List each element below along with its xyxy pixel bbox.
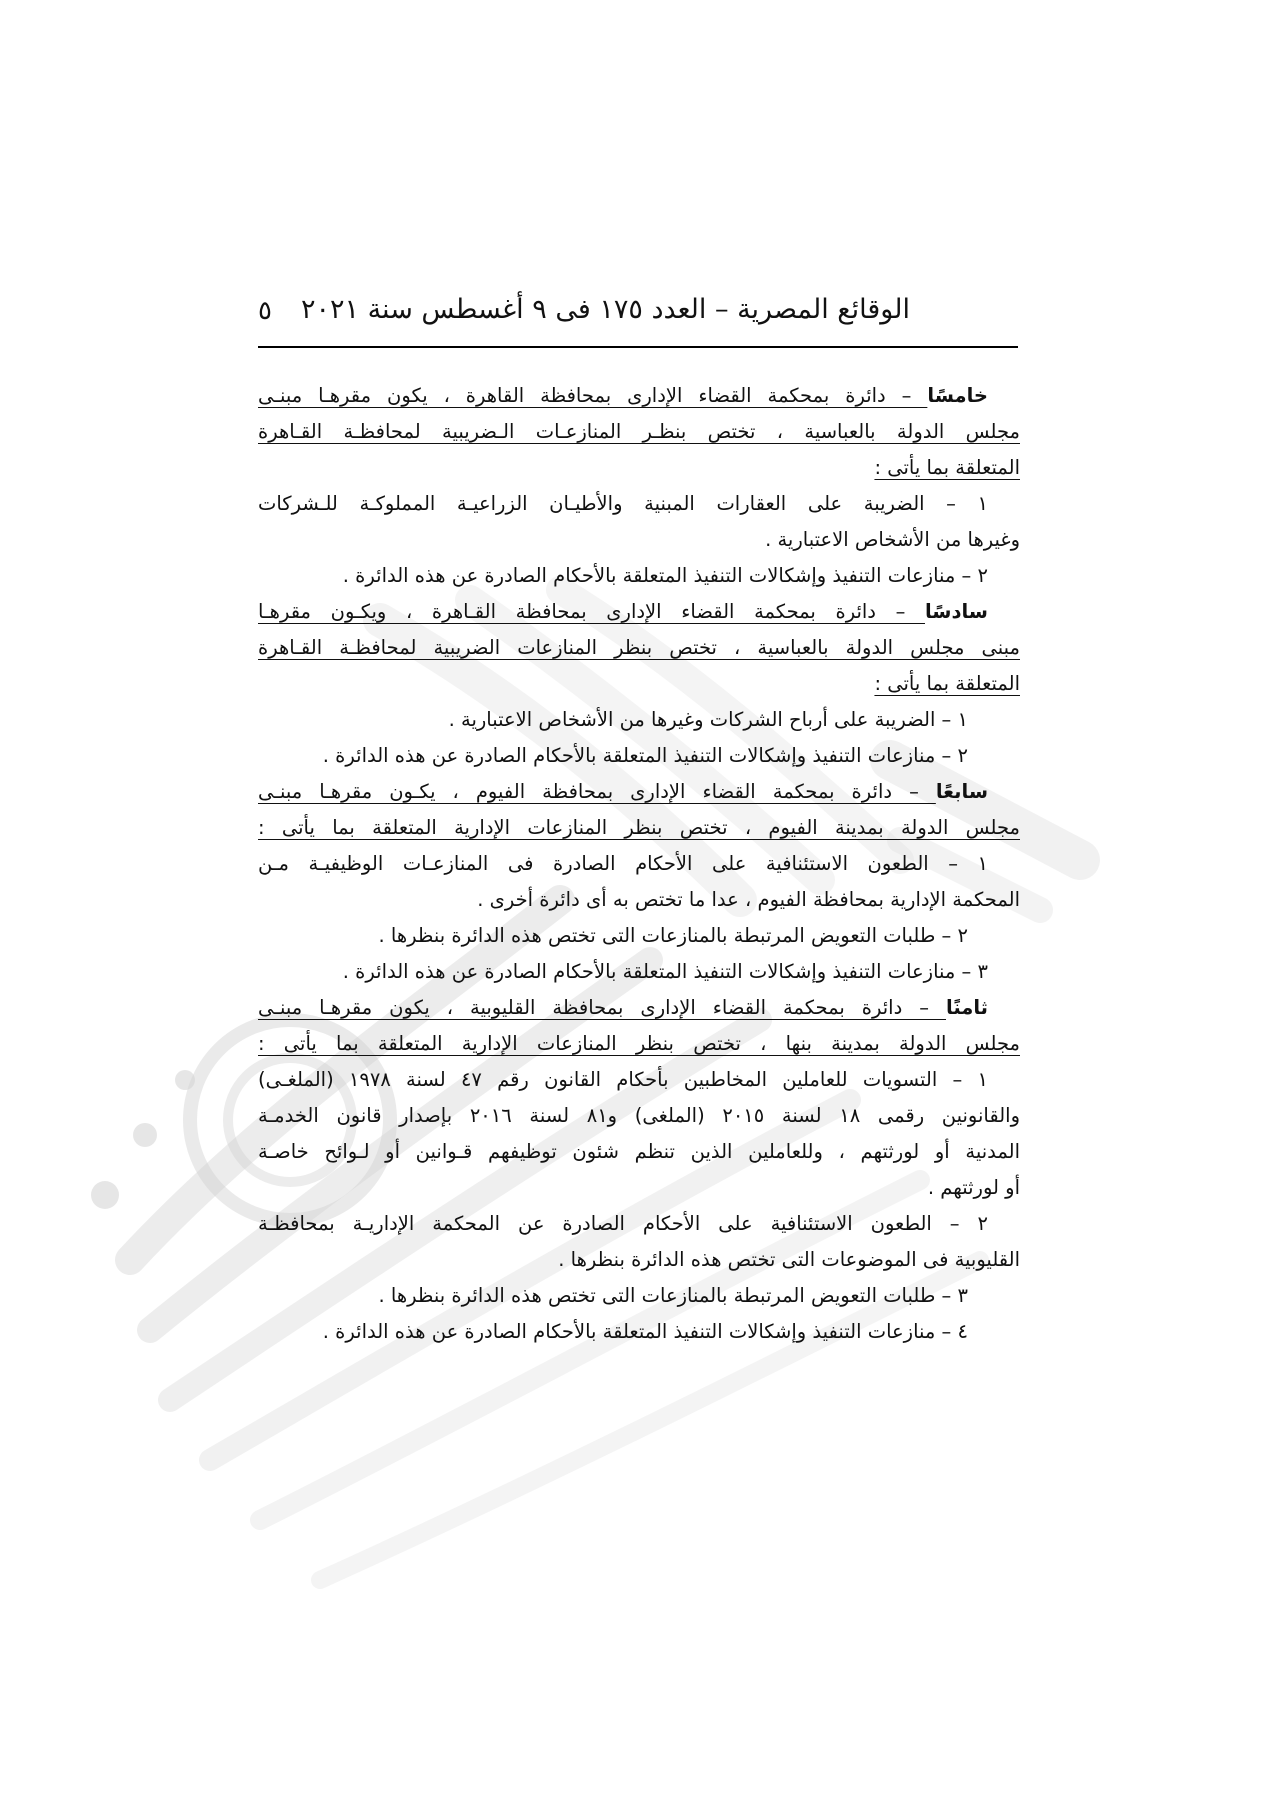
- section-8-text-1: – دائرة بمحكمة القضاء الإدارى بمحافظة القليوبية ، يكون مقرهـا مبنـى: [258, 996, 946, 1019]
- section-8-line-1: [258, 990, 1020, 1026]
- section-6-text-3: المتعلقة بما يأتى :: [874, 672, 1020, 695]
- section-5-item-1b: وغيرها من الأشخاص الاعتبارية .: [765, 528, 1020, 551]
- section-5-label: خامسًا: [927, 384, 988, 407]
- section-8-item-1b: والقانونين رقمى ١٨ لسنة ٢٠١٥ (الملغى) و٨١ لسنة ٢٠١٦ بإصدار قانون الخدمـة: [258, 1104, 1020, 1127]
- section-7-item-1b: المحكمة الإدارية بمحافظة الفيوم ، عدا ما تختص به أى دائرة أخرى .: [477, 888, 1020, 911]
- section-8-item-2a: ٢ – الطعون الاستئنافية على الأحكام الصادرة عن المحكمة الإداريـة بمحافظـة: [258, 1212, 988, 1235]
- section-8-label: ثامنًا: [946, 996, 988, 1019]
- section-6-item-2: ٢ – منازعات التنفيذ وإشكالات التنفيذ المتعلقة بالأحكام الصادرة عن هذه الدائرة .: [322, 744, 968, 767]
- page-number: ٥: [258, 296, 272, 326]
- gazette-title: الوقائع المصرية – العدد ١٧٥ فى ٩ أغسطس سنة ٢٠٢١: [300, 294, 910, 325]
- section-5-item-1a: ١ – الضريبة على العقارات المبنية والأطيـان الزراعيـة المملوكـة للـشركات: [258, 492, 988, 515]
- section-6-text-1: – دائرة بمحكمة القضاء الإدارى بمحافظة القـاهرة ، ويكـون مقرهـا: [258, 600, 925, 623]
- section-7-label: سابعًا: [935, 780, 988, 803]
- section-7-item-3: ٣ – منازعات التنفيذ وإشكالات التنفيذ المتعلقة بالأحكام الصادرة عن هذه الدائرة .: [342, 960, 988, 983]
- section-8-item-2b: القليوبية فى الموضوعات التى تختص هذه الدائرة بنظرها .: [558, 1248, 1020, 1271]
- section-5-text-3: المتعلقة بما يأتى :: [874, 456, 1020, 479]
- section-5-text-1: – دائرة بمحكمة القضاء الإدارى بمحافظة القاهرة ، يكون مقرهـا مبنـى: [258, 384, 928, 407]
- section-7-line-1: [258, 774, 1020, 810]
- section-5-line-1: [258, 378, 1020, 414]
- section-6-line-3: [258, 666, 1020, 702]
- document-body: [258, 378, 1020, 1350]
- section-8-item-3: ٣ – طلبات التعويض المرتبطة بالمنازعات التى تختص هذه الدائرة بنظرها .: [378, 1284, 968, 1307]
- section-6-item-1: ١ – الضريبة على أرباح الشركات وغيرها من الأشخاص الاعتبارية .: [448, 708, 968, 731]
- section-5-line-3: [258, 450, 1020, 486]
- section-7-line-2: مجلس الدولة بمدينة الفيوم ، تختص بنظر المنازعات الإدارية المتعلقة بما يأتى :: [258, 816, 1020, 839]
- section-6-line-2: مبنى مجلس الدولة بالعباسية ، تختص بنظر المنازعات الضريبية لمحافظـة القـاهرة: [258, 636, 1020, 659]
- section-8-item-1d: أو لورثتهم .: [927, 1176, 1020, 1199]
- section-8-item-4: ٤ – منازعات التنفيذ وإشكالات التنفيذ المتعلقة بالأحكام الصادرة عن هذه الدائرة .: [322, 1320, 968, 1343]
- section-8-item-1c: المدنية أو لورثتهم ، وللعاملين الذين تنظم شئون توظيفهم قـوانين أو لـوائح خاصـة: [258, 1140, 1020, 1163]
- section-6-label: سادسًا: [924, 600, 988, 623]
- section-6-line-1: [258, 594, 1020, 630]
- section-5-line-2: مجلس الدولة بالعباسية ، تختص بنظـر المنازعـات الـضريبية لمحافظـة القـاهرة: [258, 420, 1020, 443]
- section-5-item-2: ٢ – منازعات التنفيذ وإشكالات التنفيذ المتعلقة بالأحكام الصادرة عن هذه الدائرة .: [342, 564, 988, 587]
- page-header: [258, 290, 1018, 348]
- section-8-item-1a: ١ – التسويات للعاملين المخاطبين بأحكام القانون رقم ٤٧ لسنة ١٩٧٨ (الملغـى): [258, 1068, 988, 1091]
- section-8-line-2: مجلس الدولة بمدينة بنها ، تختص بنظر المنازعات الإدارية المتعلقة بما يأتى :: [258, 1032, 1020, 1055]
- section-7-text-1: – دائرة بمحكمة القضاء الإدارى بمحافظة الفيوم ، يكـون مقرهـا مبنـى: [258, 780, 936, 803]
- section-7-item-1a: ١ – الطعون الاستئنافية على الأحكام الصادرة فى المنازعـات الوظيفيـة مـن: [258, 852, 988, 875]
- section-7-item-2: ٢ – طلبات التعويض المرتبطة بالمنازعات التى تختص هذه الدائرة بنظرها .: [378, 924, 968, 947]
